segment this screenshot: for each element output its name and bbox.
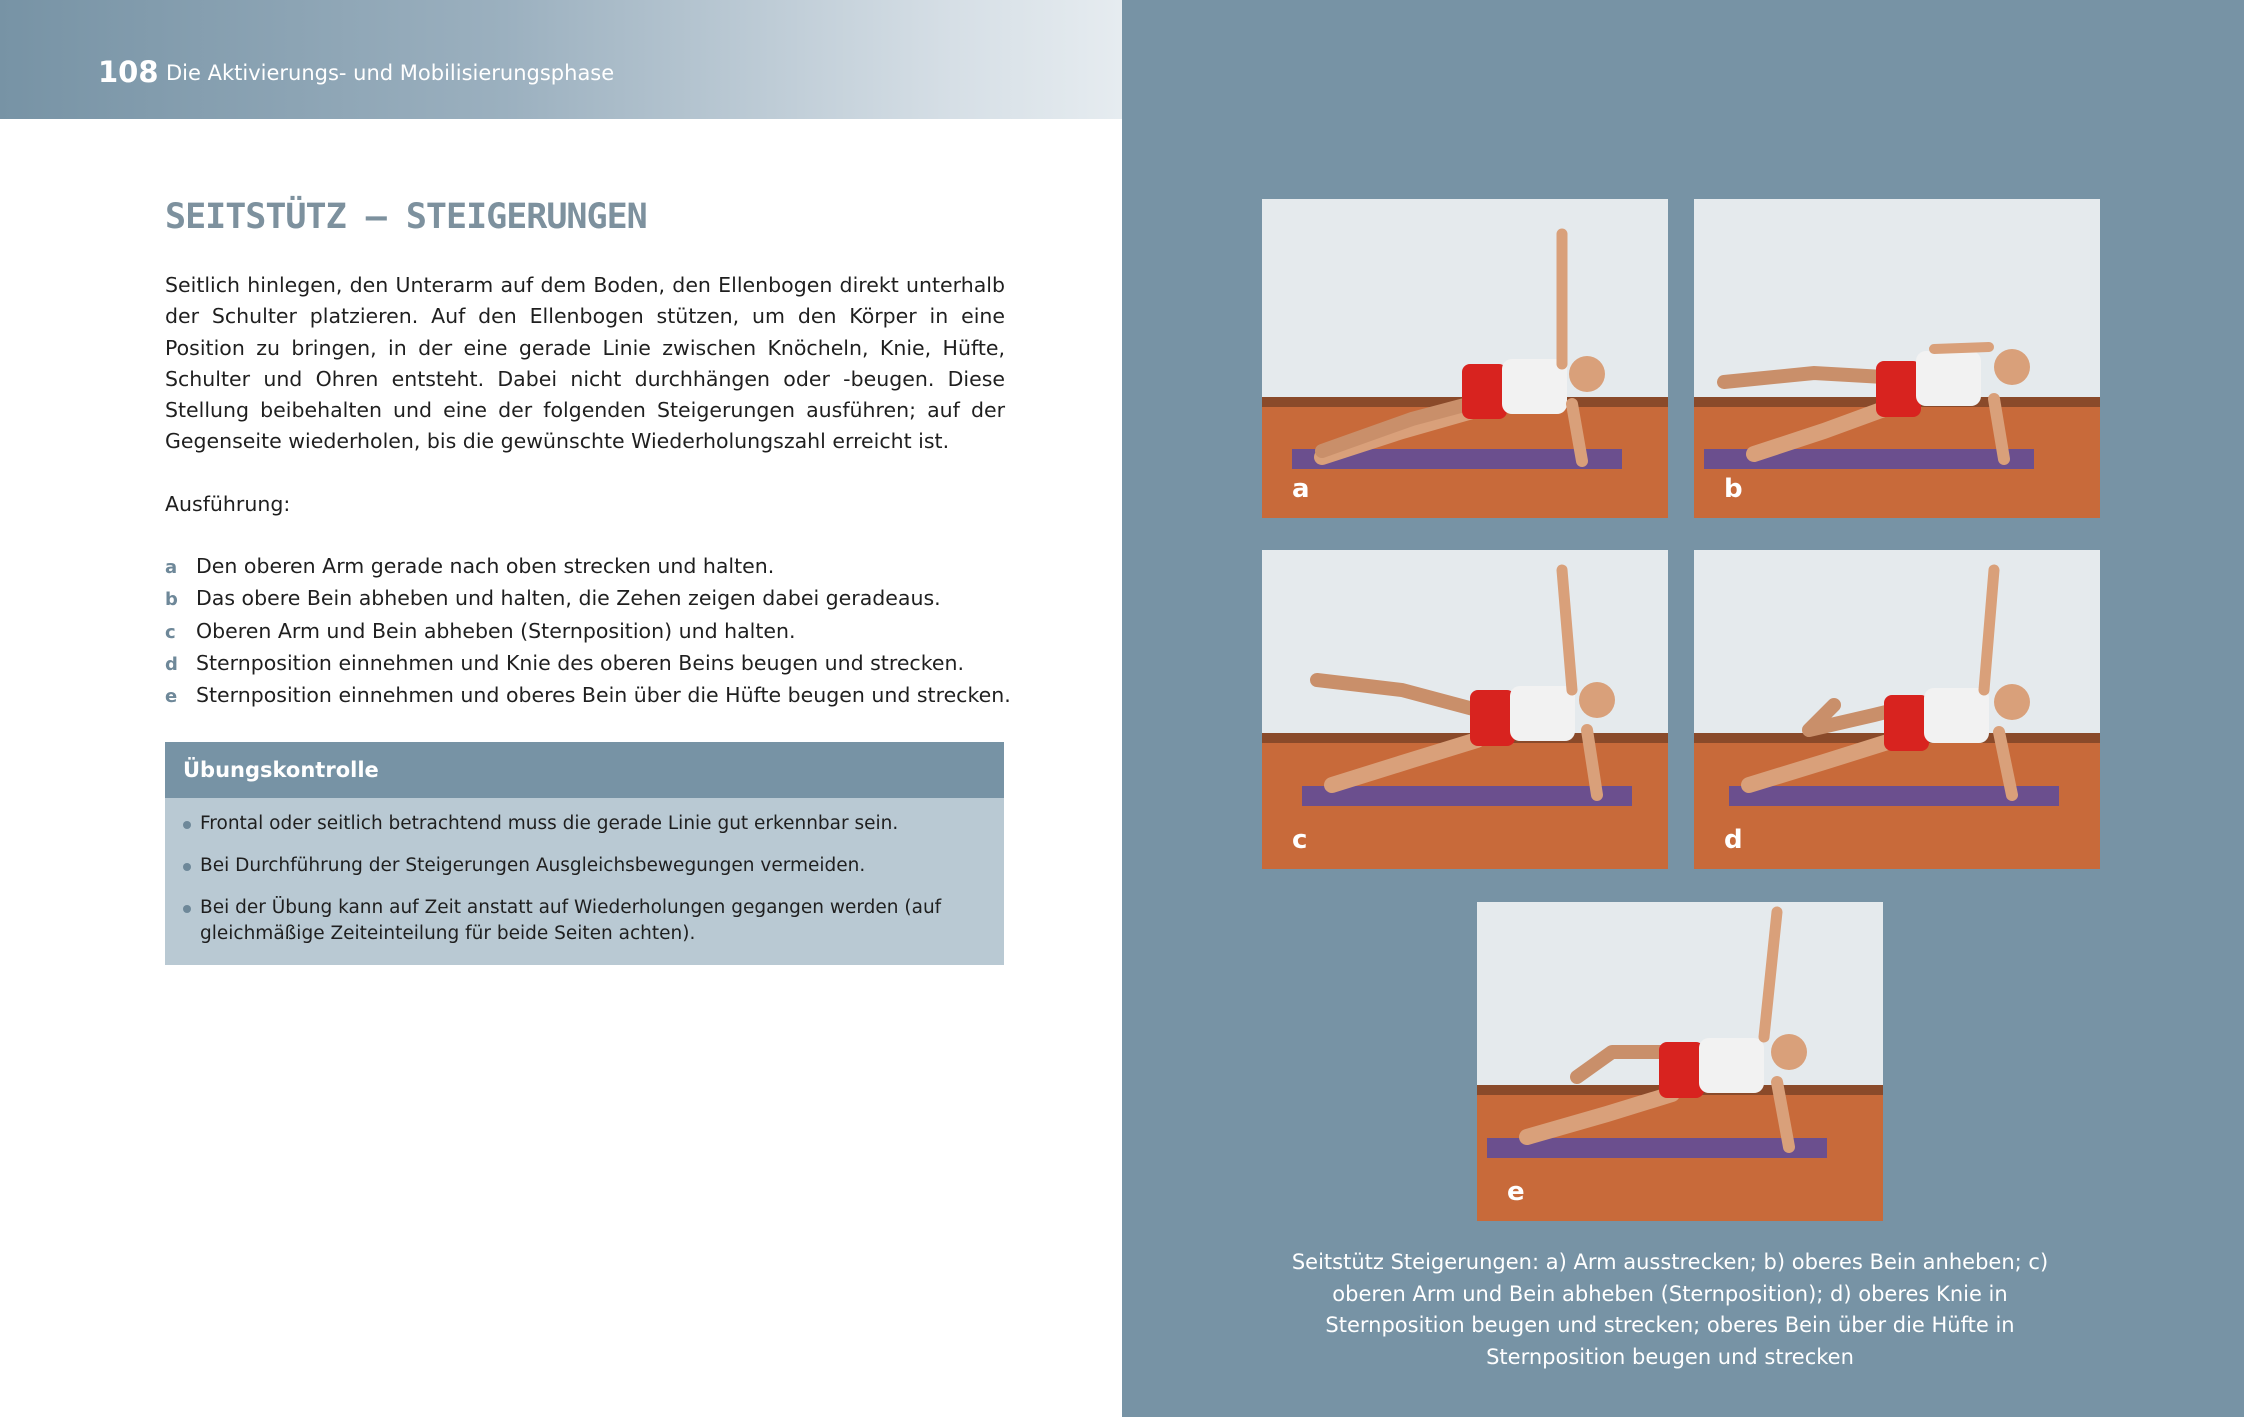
step-text: Sternposition einnehmen und Knie des oberen Beins beugen und strecken. [196, 650, 964, 675]
steps-list [165, 551, 1045, 712]
photo-illustration [1694, 199, 2100, 518]
photo-illustration [1262, 550, 1668, 869]
exercise-photo-b [1694, 199, 2100, 518]
step-text: Oberen Arm und Bein abheben (Sternposition) und halten. [196, 618, 796, 643]
photo-illustration [1477, 902, 1883, 1221]
figure-caption: Seitstütz Steigerungen: a) Arm ausstrecken; b) oberes Bein anheben; c) oberen Arm und Bein abheben (Sternposition); d) oberes Knie in Sternposition beugen und strecken; oberes Bein über die Hüfte in Sternposition beugen und strecken [1291, 1250, 2049, 1369]
intro-paragraph [165, 270, 1005, 458]
control-item: Frontal oder seitlich betrachtend muss die gerade Linie gut erkennbar sein. [183, 811, 986, 837]
running-head: Die Aktivierungs- und Mobilisierungsphase [166, 61, 615, 85]
photo-label: e [1507, 1177, 1525, 1207]
photo-label: a [1292, 474, 1310, 504]
control-list [165, 798, 1004, 947]
execution-label: Ausführung: [165, 492, 291, 516]
step-text: Das obere Bein abheben und halten, die Zehen zeigen dabei geradeaus. [196, 586, 941, 611]
exercise-photo-c [1262, 550, 1668, 869]
exercise-photo-a [1262, 199, 1668, 518]
control-item: Bei der Übung kann auf Zeit anstatt auf Wiederholungen gegangen werden (auf gleichmäßige Zeiteinteilung für beide Seiten achten). [183, 895, 986, 947]
page-number: 108 [98, 55, 159, 89]
exercise-photo-d [1694, 550, 2100, 869]
step-letter: b [165, 589, 178, 611]
step-text: Sternposition einnehmen und oberes Bein über die Hüfte beugen und strecken. [196, 683, 1011, 708]
section-title: SEITSTÜTZ – STEIGERUNGEN [165, 197, 647, 237]
photo-label: d [1724, 825, 1743, 855]
step-item [165, 648, 1045, 680]
control-item: Bei Durchführung der Steigerungen Ausgleichsbewegungen vermeiden. [183, 853, 986, 879]
step-letter: c [165, 621, 176, 643]
photo-illustration [1694, 550, 2100, 869]
step-item [165, 583, 1045, 615]
control-box-title: Übungskontrolle [165, 742, 1004, 798]
step-text: Den oberen Arm gerade nach oben strecken und halten. [196, 554, 775, 578]
photo-illustration [1262, 199, 1668, 518]
control-box [165, 742, 1004, 965]
step-letter: e [165, 686, 178, 708]
intro-text: Seitlich hinlegen, den Unterarm auf dem Boden, den Ellenbogen direkt unterhalb der Schulter platzieren. Auf den Ellenbogen stützen, um den Körper in eine Position zu bringen, in der eine gerade Linie zwischen Knöcheln, Knie, Hüfte, Schulter und Ohren entsteht. Dabei nicht durchhängen oder -beugen. Diese Stellung beibehalten und eine der folgenden Steigerungen ausführen; auf der Gegenseite wiederholen, bis die gewünschte Wiederholungszahl erreicht ist. [165, 273, 1005, 454]
step-item [165, 616, 1045, 648]
page-header [0, 0, 1122, 119]
photo-label: b [1724, 474, 1743, 504]
photo-label: c [1292, 825, 1308, 855]
step-letter: d [165, 653, 178, 675]
step-item [165, 551, 1045, 583]
step-letter: a [165, 557, 178, 578]
exercise-photo-e [1477, 902, 1883, 1221]
step-item [165, 680, 1045, 712]
